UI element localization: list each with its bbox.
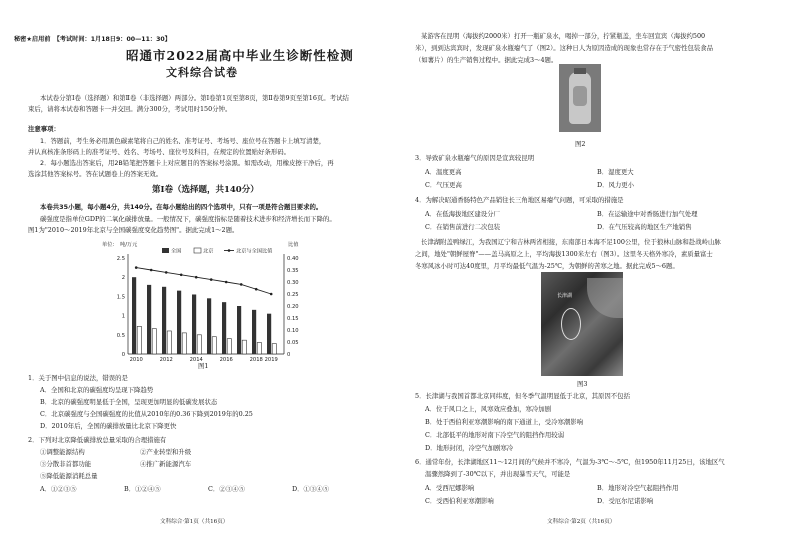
map-label-changjin: 长津湖 [557, 293, 573, 299]
question-3: 3．导致矿泉水瓶瘪气的原因是宣宾较昆明 [415, 154, 535, 162]
q4-option-c[interactable]: C．在销售前进行二次包装 [425, 223, 501, 231]
bar-national [162, 287, 166, 354]
passage1-line-3: （如薯片）的生产销售过程中。据此完成3～4题。 [415, 56, 558, 64]
x-tick-label: 2010 [129, 357, 143, 363]
y2-tick-label: 0.20 [287, 304, 299, 310]
q4-option-d[interactable]: D．在气压较高的地区生产地销售 [597, 223, 692, 231]
y2-tick-label: 0.40 [287, 256, 299, 262]
q1-option-d[interactable]: D．2010年后，全国的碳排放量比北京下降更快 [40, 422, 177, 430]
bar-national [222, 302, 226, 354]
bar-beijing [197, 335, 201, 354]
figure-2-photo [559, 64, 601, 132]
section-desc: 本卷共35小题，每小题4分，共140分。在每小题给出的四个选项中，只有一项是符合题目要求的。 [40, 203, 323, 211]
q2-option-d[interactable]: D．①③④⑤ [292, 485, 330, 493]
bottle-dent [573, 86, 587, 106]
q2-option-c[interactable]: C．②③④⑤ [208, 485, 245, 493]
notice-line-4: 选涂其他答案标号。答在试题卷上的答案无效。 [28, 170, 163, 178]
exam-title: 昭通市2022届高中毕业生诊断性检测 [126, 48, 354, 63]
q1-option-a[interactable]: A．全国和北京的碳强度均呈现下降趋势 [40, 386, 154, 394]
bar-national [132, 277, 136, 354]
exam-header: 秘密★启用前 【考试时间：1月18日9：00—11：30】 [14, 36, 171, 43]
q3-option-d[interactable]: D．风力更小 [597, 181, 635, 189]
bar-beijing [257, 342, 261, 354]
question-6-cont: 温骤然降到了-30℃以下，并出现暴雪天气，可能是 [425, 470, 571, 478]
figure-1-caption: 图1 [198, 362, 209, 370]
legend-marker-ratio [228, 249, 231, 252]
ratio-point [255, 288, 258, 291]
passage1-line-1: 某游客在昆明（海拔约2000米）打开一瓶矿泉水，喝掉一部分，拧紧瓶盖，坐车回宣宾（海拔约500 [421, 32, 706, 40]
q6-option-c[interactable]: C．受西伯利亚寒潮影响 [425, 497, 494, 505]
bar-beijing [242, 340, 246, 354]
y2-tick-label: 0.35 [287, 268, 299, 274]
x-tick-label: 2019 [264, 357, 278, 363]
q6-option-b[interactable]: B．地形对冷空气起阻挡作用 [597, 484, 679, 492]
question-4: 4．为解决昭通香肠特色产品销往长三角地区易瘪气问题，可采取的措施是 [415, 196, 624, 204]
intro-line-1: 本试卷分第Ⅰ卷（选择题）和第Ⅱ卷（非选择题）两部分。第Ⅰ卷第1页至第8页，第Ⅱ卷第9页至第16页。考试结 [40, 94, 349, 102]
bar-beijing [167, 331, 171, 354]
ratio-point [210, 278, 213, 281]
y2-tick-label: 0 [287, 352, 291, 358]
figure-3-caption: 图3 [577, 380, 588, 388]
q6-option-d[interactable]: D．受厄尔尼诺影响 [597, 497, 654, 505]
notice-title: 注意事项： [28, 125, 60, 133]
bar-beijing [272, 344, 276, 354]
legend-label-ratio: 北京与全国比值 [236, 248, 273, 255]
y2-tick-label: 0.15 [287, 316, 299, 322]
notice-line-1: 1．答题前，考生务必用黑色碳素笔将自己的姓名、准考证号、考场号、座位号在答题卡上填写清楚， [40, 137, 326, 145]
bar-national [192, 294, 196, 354]
bar-national [207, 298, 211, 354]
y2-tick-label: 0.25 [287, 292, 299, 298]
y2-tick-label: 0.05 [287, 340, 299, 346]
notice-line-3: 2．每小题选出答案后，用2B铅笔把答题卡上对应题目的答案标号涂黑。如需改动，用橡皮擦干净后，再 [40, 159, 334, 167]
q2-item-3: ③分散非首都功能 [40, 460, 92, 468]
q2-item-1: ①调整能源结构 [40, 448, 85, 456]
lake-outline [561, 308, 581, 340]
q1-option-b[interactable]: B．北京的碳强度明显低于全国，呈现更加明显的低碳发展状态 [40, 398, 218, 406]
x-tick-label: 2014 [189, 357, 203, 363]
bar-national [252, 310, 256, 354]
question-6: 6．通常年份，长津湖地区11～12月间的气候并不寒冷，气温为-3℃～-5℃，但1950年11月25日，该地区气 [415, 458, 725, 466]
y-tick-label: 0.5 [116, 332, 125, 339]
x-tick-label: 2016 [219, 357, 233, 363]
passage2-line-1: 长津湖附盖鸭绿江，为我国辽宁和吉林两省相接，东南部日本海不足100公里，位于狼林山脉和赴战岭山脉 [421, 238, 721, 246]
bottle-cap [574, 68, 586, 74]
bar-national [177, 291, 181, 354]
legend-swatch-beijing [194, 248, 201, 253]
ratio-point [225, 281, 228, 284]
page-footer-left: 文科综合·第1页（共16页） [160, 519, 229, 525]
q6-option-a[interactable]: A．受西尼娜影响 [425, 484, 475, 492]
q3-option-a[interactable]: A．温度更高 [425, 168, 462, 176]
q5-option-b[interactable]: B．处于西伯利亚寒潮影响的南下通道上，受冷寒潮影响 [425, 418, 584, 426]
y-tick-label: 0 [121, 352, 125, 358]
page-right [397, 0, 794, 544]
intro-line-2: 束后，请将本试卷和答题卡一并交回。满分300分，考试用时150分钟。 [28, 105, 232, 113]
q1-option-c[interactable]: C．北京碳强度与全国碳强度的比值从2010年的0.36下降到2019年的0.25 [40, 410, 253, 418]
figure-3-map [541, 272, 623, 376]
bar-national [147, 285, 151, 354]
page-footer-right: 文科综合·第2页（共16页） [547, 519, 616, 525]
ratio-point [195, 276, 198, 279]
y-axis-title-prefix: 单位： [102, 242, 118, 248]
legend-swatch-national [162, 248, 169, 253]
bar-beijing [227, 339, 231, 354]
bar-national [267, 314, 271, 354]
bar-beijing [137, 326, 141, 354]
ratio-line [136, 268, 271, 294]
x-tick-label: 2018 [249, 357, 263, 363]
q5-option-d[interactable]: D．地形封闭，冷空气加剧寒冷 [425, 444, 514, 452]
ratio-point [150, 269, 153, 272]
q2-item-2: ②产业转型和升级 [140, 448, 192, 456]
sea-area [587, 278, 623, 318]
ratio-point [165, 271, 168, 274]
y2-axis-title: 比值 [288, 242, 299, 248]
question-2: 2．下列对北京降低碳排放总量采取的合理措施有 [28, 436, 167, 444]
bar-beijing [182, 333, 186, 354]
y-axis-title: 吨/万元 [120, 242, 138, 248]
ratio-point [270, 293, 273, 296]
q2-item-4: ④推广新能源汽车 [140, 460, 192, 468]
y-tick-label: 1 [121, 313, 125, 320]
legend-label-beijing: 北京 [203, 248, 214, 255]
ratio-point [135, 266, 138, 269]
ratio-point [240, 283, 243, 286]
q3-option-b[interactable]: B．湿度更大 [597, 168, 634, 176]
figure-1-chart [100, 236, 310, 366]
y-tick-label: 1.5 [116, 294, 125, 301]
x-tick-label: 2012 [159, 357, 173, 363]
q3-option-c[interactable]: C．气压更高 [425, 181, 462, 189]
exam-subtitle: 文科综合试卷 [166, 66, 238, 79]
passage2-line-2: 之间，地处"朝鲜屋脊"——盖马高原之上，平均海拔1300米左右（图3）。这里冬天格外寒冷，素质量富士 [415, 250, 713, 258]
passage2-line-3: 冬寒风冰小时可达40度里，月平均最低气温为-25℃，为朝鲜的苦寒之地。据此完成5～6题。 [415, 262, 679, 270]
question-5: 5．长津湖与我国首都北京同纬度，但冬季气温明显低于北京，其原因不包括 [415, 392, 630, 400]
q2-option-a[interactable]: A．①②③⑤ [40, 485, 77, 493]
y2-tick-label: 0.10 [287, 328, 299, 334]
y-tick-label: 2 [121, 275, 125, 282]
ratio-point [180, 274, 183, 277]
legend-label-national: 全国 [171, 248, 182, 255]
passage-line-1: 碳强度是指单位GDP的二氧化碳排放量。一般情况下，碳强度指标是随着技术进步和经济增长而下降的。 [40, 215, 336, 223]
q5-option-c[interactable]: C．北部低平的地形对南下冷空气的阻挡作用较弱 [425, 431, 565, 439]
y-tick-label: 2.5 [116, 256, 125, 262]
question-1: 1．关于图中信息的说法，错误的是 [28, 374, 128, 382]
bar-national [237, 306, 241, 354]
y2-tick-label: 0.30 [287, 280, 299, 286]
notice-line-2: 并认真核准条形码上的准考证号、姓名、考场号、座位号及科目，在规定的位置贴好条形码。 [28, 148, 291, 156]
q4-option-a[interactable]: A．在低海拔地区建设分厂 [425, 210, 500, 218]
passage-line-2: 图1为"2010～2019年北京与全国碳强度变化趋势图"。据此完成1～2题。 [28, 226, 239, 234]
q2-item-5: ⑤降低能源消耗总量 [40, 472, 98, 480]
q4-option-b[interactable]: B．在运输途中对香肠进行加气处理 [597, 210, 698, 218]
q5-option-a[interactable]: A．位于风口之上，风寒效应叠加，寒冷加剧 [425, 405, 552, 413]
bar-beijing [212, 337, 216, 354]
bar-beijing [152, 329, 156, 354]
section-title: 第Ⅰ卷（选择题，共140分） [152, 185, 259, 195]
figure-2-caption: 图2 [575, 140, 586, 148]
q2-option-b[interactable]: B．①②④⑤ [124, 485, 161, 493]
passage1-line-2: 米），到到达宾宾时，发现矿泉水瓶瘪气了（图2）。这种日人为原因造成的现象也常存在于气密性包装食品 [415, 44, 714, 52]
